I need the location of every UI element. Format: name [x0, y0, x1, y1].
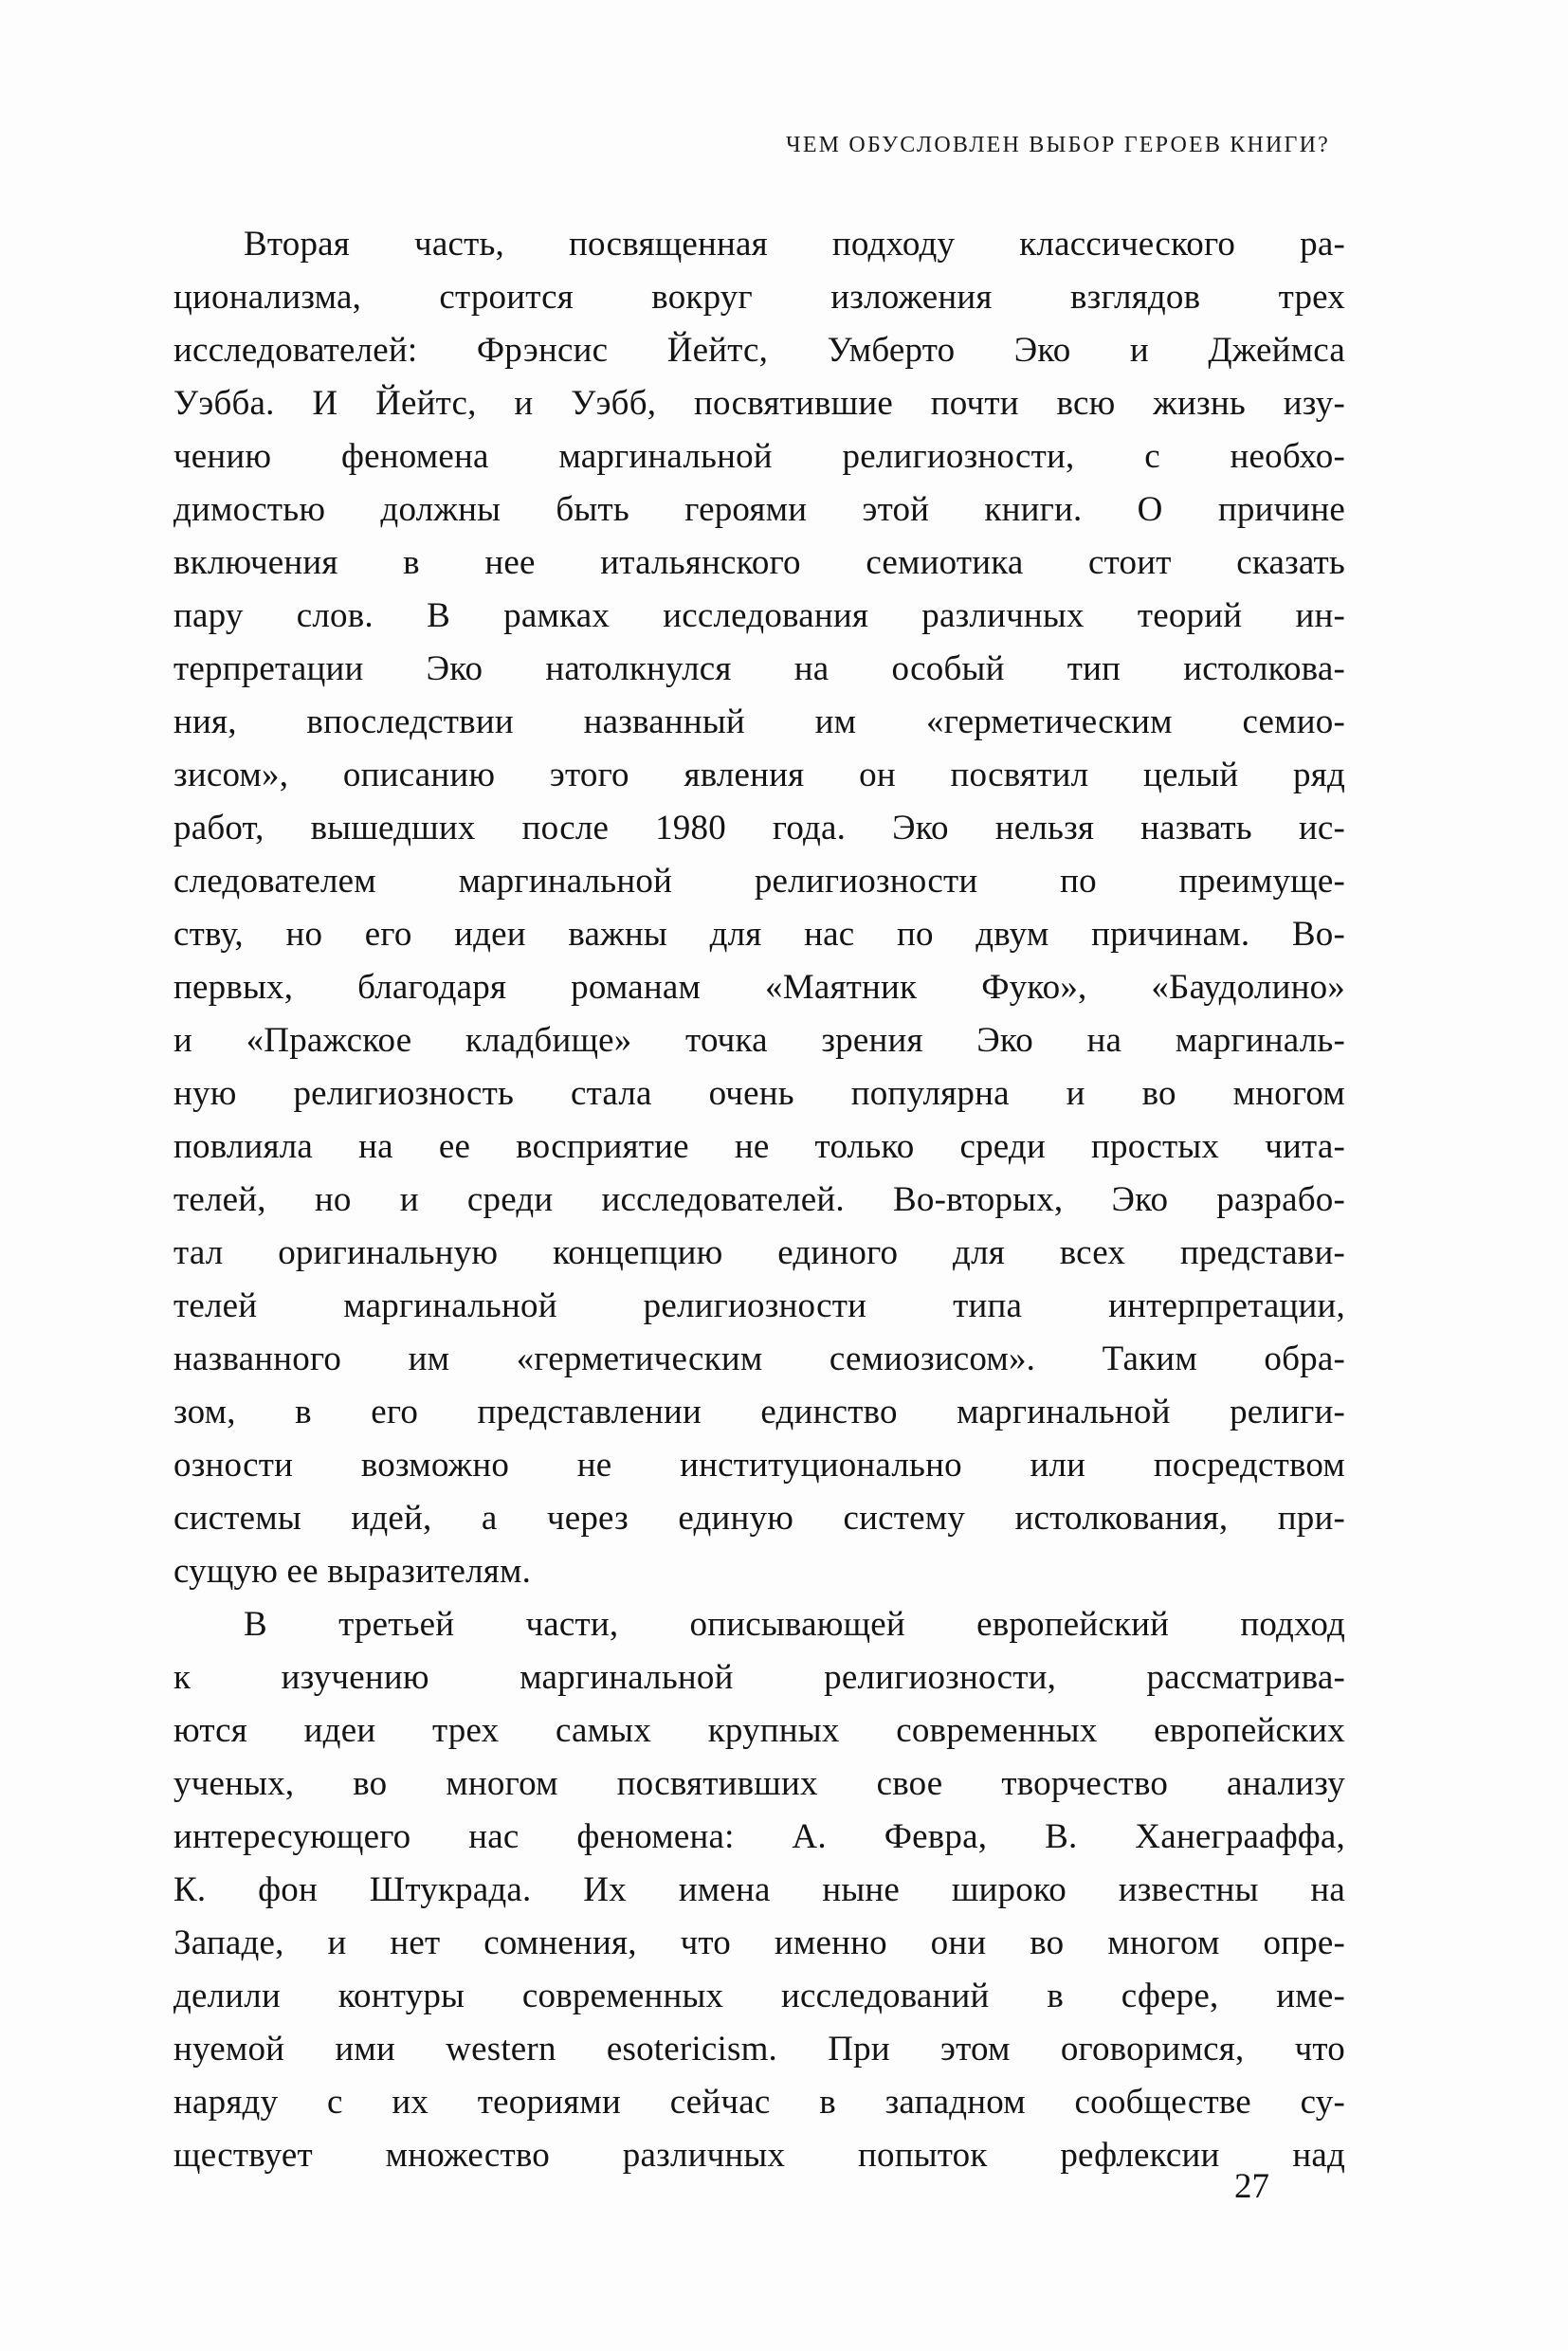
text-line: зисом», описанию этого явления он посвятил целый ряд	[173, 756, 1345, 794]
text-line: первых, благодаря романам «Маятник Фуко», «Баудолино»	[173, 968, 1345, 1007]
text-line: ществует множество различных попыток рефлексии над	[173, 2136, 1345, 2175]
text-line: зом, в его представлении единство маргинальной религи-	[173, 1393, 1345, 1431]
text-line: включения в нее итальянского семиотика стоит сказать	[173, 543, 1345, 582]
text-line: пару слов. В рамках исследования различных теорий ин-	[173, 596, 1345, 635]
running-head: ЧЕМ ОБУСЛОВЛЕН ВЫБОР ГЕРОЕВ КНИГИ?	[786, 133, 1330, 157]
text-line: делили контуры современных исследований в сфере, име-	[173, 1977, 1345, 2015]
text-line: ученых, во многом посвятивших свое творчество анализу	[173, 1764, 1345, 1803]
page-number: 27	[1234, 2167, 1269, 2206]
text-line: телей, но и среди исследователей. Во-вторых, Эко разрабо-	[173, 1180, 1345, 1219]
text-line: тал оригинальную концепцию единого для всех представи-	[173, 1233, 1345, 1272]
text-line: интересующего нас феномена: А. Февра, В. Ханеграаффа,	[173, 1817, 1345, 1856]
text-line: исследователей: Фрэнсис Йейтс, Умберто Эко и Джеймса	[173, 331, 1345, 370]
text-line: ционализма, строится вокруг изложения взглядов трех	[173, 278, 1345, 317]
text-line: работ, вышедших после 1980 года. Эко нельзя назвать ис-	[173, 809, 1345, 847]
text-line: и «Пражское кладбище» точка зрения Эко на маргиналь-	[173, 1021, 1345, 1060]
text-line: К. фон Штукрада. Их имена ныне широко известны на	[173, 1870, 1345, 1909]
text-line: следователем маргинальной религиозности по преимуще-	[173, 862, 1345, 901]
text-line: Западе, и нет сомнения, что именно они во многом опре-	[173, 1923, 1345, 1962]
text-line: повлияла на ее восприятие не только среди простых чита-	[173, 1127, 1345, 1166]
text-line: ются идеи трех самых крупных современных европейских	[173, 1711, 1345, 1750]
text-line: Уэбба. И Йейтс, и Уэбб, посвятившие почти всю жизнь изу-	[173, 384, 1345, 423]
text-line: В третьей части, описывающей европейский подход	[244, 1605, 1345, 1644]
text-line: ния, впоследствии названный им «герметическим семио-	[173, 702, 1345, 741]
text-line: ству, но его идеи важны для нас по двум причинам. Во-	[173, 915, 1345, 954]
text-block	[173, 218, 1345, 2182]
text-line: терпретации Эко натолкнулся на особый тип истолкова-	[173, 649, 1345, 688]
text-line: чению феномена маргинальной религиозности, с необхо-	[173, 437, 1345, 476]
text-line: телей маргинальной религиозности типа интерпретации,	[173, 1286, 1345, 1325]
text-line: ную религиозность стала очень популярна и во многом	[173, 1074, 1345, 1113]
text-line: системы идей, а через единую систему истолкования, при-	[173, 1499, 1345, 1538]
text-line: названного им «герметическим семиозисом». Таким обра-	[173, 1340, 1345, 1378]
text-line: нуемой ими western esotericism. При этом оговоримся, что	[173, 2030, 1345, 2069]
text-line: димостью должны быть героями этой книги. О причине	[173, 490, 1345, 529]
text-line: озности возможно не институционально или посредством	[173, 1446, 1345, 1485]
text-line: Вторая часть, посвященная подходу классического ра-	[244, 225, 1345, 264]
text-line: наряду с их теориями сейчас в западном сообществе су-	[173, 2083, 1345, 2122]
text-line: к изучению маргинальной религиозности, рассматрива-	[173, 1658, 1345, 1697]
text-line: сущую ее выразителям.	[173, 1552, 532, 1591]
